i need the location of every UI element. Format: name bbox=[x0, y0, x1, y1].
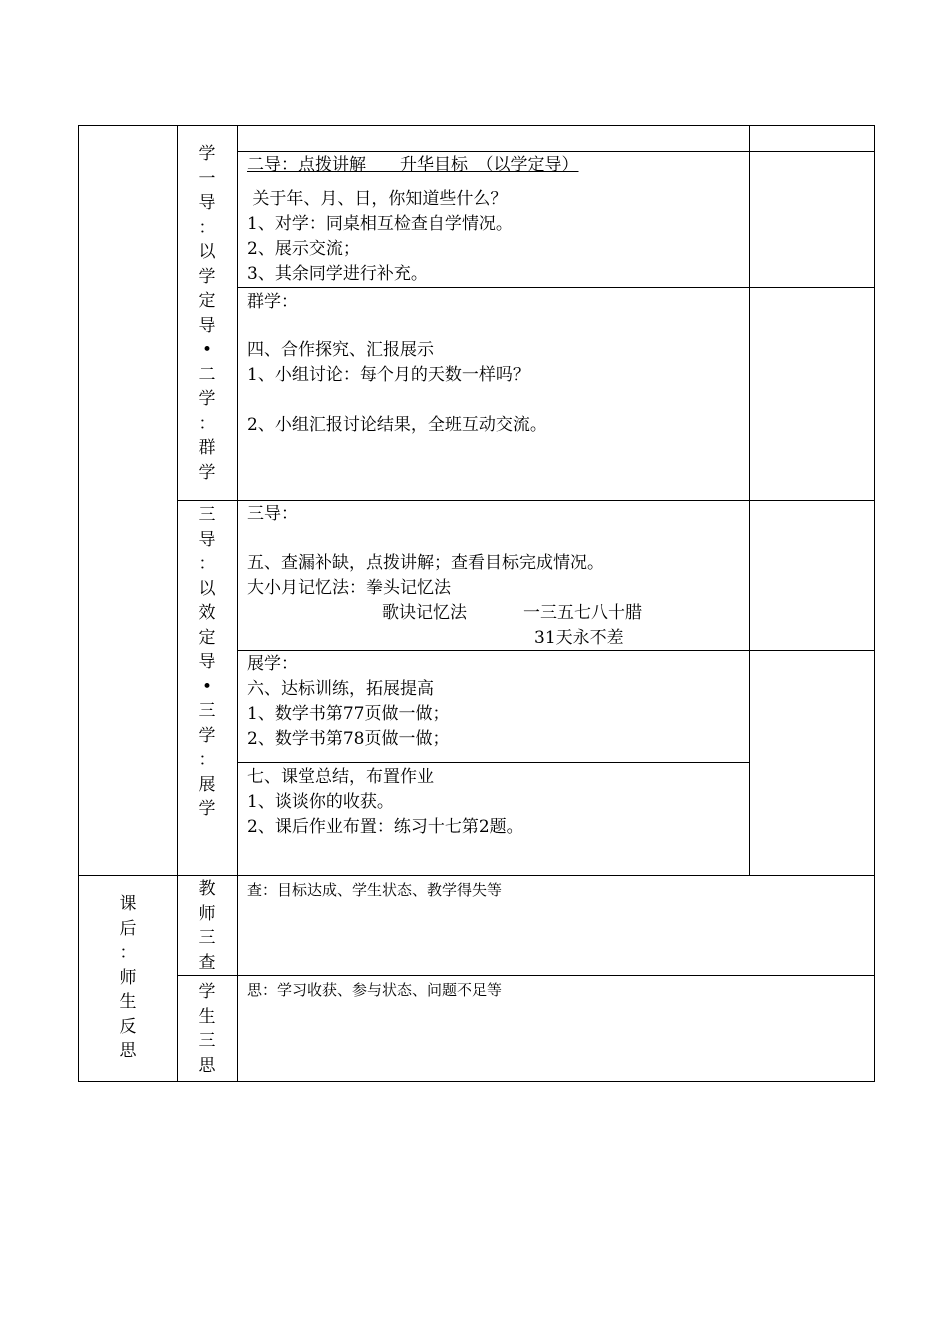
label-char: 反 bbox=[119, 1016, 137, 1037]
table-line bbox=[78, 125, 79, 1081]
label-char: 定 bbox=[198, 627, 216, 648]
section-label-after-class bbox=[99, 892, 157, 1064]
label-char: 导 bbox=[198, 315, 216, 336]
block1-line: 关于年、月、日，你知道些什么？ bbox=[247, 189, 508, 209]
block3-line: 歌诀记忆法 bbox=[382, 603, 467, 623]
student-think-text: 思：学习收获、参与状态、问题不足等 bbox=[247, 981, 503, 999]
table-line bbox=[78, 125, 875, 126]
label-char: 导 bbox=[198, 529, 216, 550]
block2-line: 2、小组汇报讨论结果，全班互动交流。 bbox=[247, 415, 547, 435]
label-char: 导 bbox=[198, 193, 216, 213]
table-line bbox=[749, 125, 750, 875]
block5-line: 1、谈谈你的收获。 bbox=[247, 792, 394, 812]
label-char: 群 bbox=[198, 438, 216, 458]
block4-line: 六、达标训练，拓展提高 bbox=[247, 679, 434, 699]
table-line bbox=[874, 125, 875, 1081]
block3-line: 大小月记忆法：拳头记忆法 bbox=[247, 578, 451, 598]
block3-line: 五、查漏补缺，点拨讲解；查看目标完成情况。 bbox=[247, 553, 604, 573]
label-char: 教 bbox=[198, 879, 216, 899]
block1-heading: 二导：点拨讲解 升华目标 （以学定导） bbox=[247, 155, 579, 175]
block5-line: 七、课堂总结，布置作业 bbox=[247, 767, 434, 787]
block1-line: 3、其余同学进行补充。 bbox=[247, 264, 428, 284]
table-line bbox=[78, 875, 875, 876]
label-char: 思 bbox=[119, 1041, 137, 1061]
label-char: 二 bbox=[198, 364, 216, 385]
table-line bbox=[237, 287, 875, 288]
block2-line: 四、合作探究、汇报展示 bbox=[247, 340, 434, 360]
table-line bbox=[78, 1081, 875, 1082]
label-char: 生 bbox=[198, 1006, 216, 1027]
label-char: 学 bbox=[198, 799, 216, 819]
label-char: 学 bbox=[198, 462, 216, 483]
label-char: 效 bbox=[198, 603, 216, 623]
label-char: 定 bbox=[198, 291, 216, 311]
table-line bbox=[237, 151, 875, 152]
table-line bbox=[177, 500, 875, 501]
label-char: 查 bbox=[198, 952, 216, 973]
label-char: 一 bbox=[198, 168, 216, 189]
label-char: 以 bbox=[198, 578, 216, 599]
label-char: 学 bbox=[198, 144, 216, 164]
label-char: 三 bbox=[198, 701, 216, 721]
label-char: 师 bbox=[119, 967, 137, 988]
block1-line: 1、对学：同桌相互检查自学情况。 bbox=[247, 214, 513, 234]
label-char: • bbox=[201, 676, 213, 697]
label-char: 思 bbox=[198, 1055, 216, 1076]
label-char: 三 bbox=[198, 1031, 216, 1051]
label-char: ： bbox=[198, 217, 216, 238]
label-char: 三 bbox=[198, 928, 216, 948]
label-char: 后 bbox=[119, 918, 137, 939]
section-label-teacher-check bbox=[178, 877, 236, 975]
block4-line: 1、数学书第77页做一做； bbox=[247, 704, 450, 724]
section-label-sandao-zhanxue bbox=[178, 503, 236, 822]
teacher-check-text: 查：目标达成、学生状态、教学得失等 bbox=[247, 881, 503, 899]
label-char: 学 bbox=[198, 982, 216, 1002]
label-char: ： bbox=[198, 413, 216, 434]
section-label-student-think bbox=[178, 980, 236, 1078]
label-char: ： bbox=[198, 750, 216, 770]
label-char: 生 bbox=[119, 992, 137, 1012]
label-char: 课 bbox=[119, 894, 137, 914]
table-line bbox=[237, 125, 238, 1081]
block2-heading: 群学： bbox=[247, 292, 298, 312]
label-char: 学 bbox=[198, 266, 216, 287]
label-char: ： bbox=[119, 943, 137, 963]
block5-line: 2、课后作业布置：练习十七第2题。 bbox=[247, 817, 524, 837]
block3-line: 一三五七八十腊 bbox=[523, 603, 642, 623]
label-char: 以 bbox=[198, 242, 216, 262]
block3-heading: 三导： bbox=[247, 504, 298, 524]
block4-line: 2、数学书第78页做一做； bbox=[247, 729, 450, 749]
label-char: ： bbox=[198, 554, 216, 574]
table-line bbox=[177, 975, 875, 976]
block3-line: 31天永不差 bbox=[534, 628, 624, 648]
block4-heading: 展学： bbox=[247, 654, 298, 674]
label-char: 导 bbox=[198, 652, 216, 672]
label-char: 三 bbox=[198, 505, 216, 525]
label-char: 学 bbox=[198, 389, 216, 409]
label-char: 师 bbox=[198, 903, 216, 924]
block1-line: 2、展示交流； bbox=[247, 239, 360, 259]
block2-line: 1、小组讨论：每个月的天数一样吗？ bbox=[247, 365, 530, 385]
label-char: 学 bbox=[198, 725, 216, 746]
label-char: • bbox=[201, 340, 213, 360]
label-char: 展 bbox=[198, 774, 216, 795]
table-line bbox=[237, 762, 749, 763]
section-label-daoxue-qunxue bbox=[178, 142, 236, 485]
